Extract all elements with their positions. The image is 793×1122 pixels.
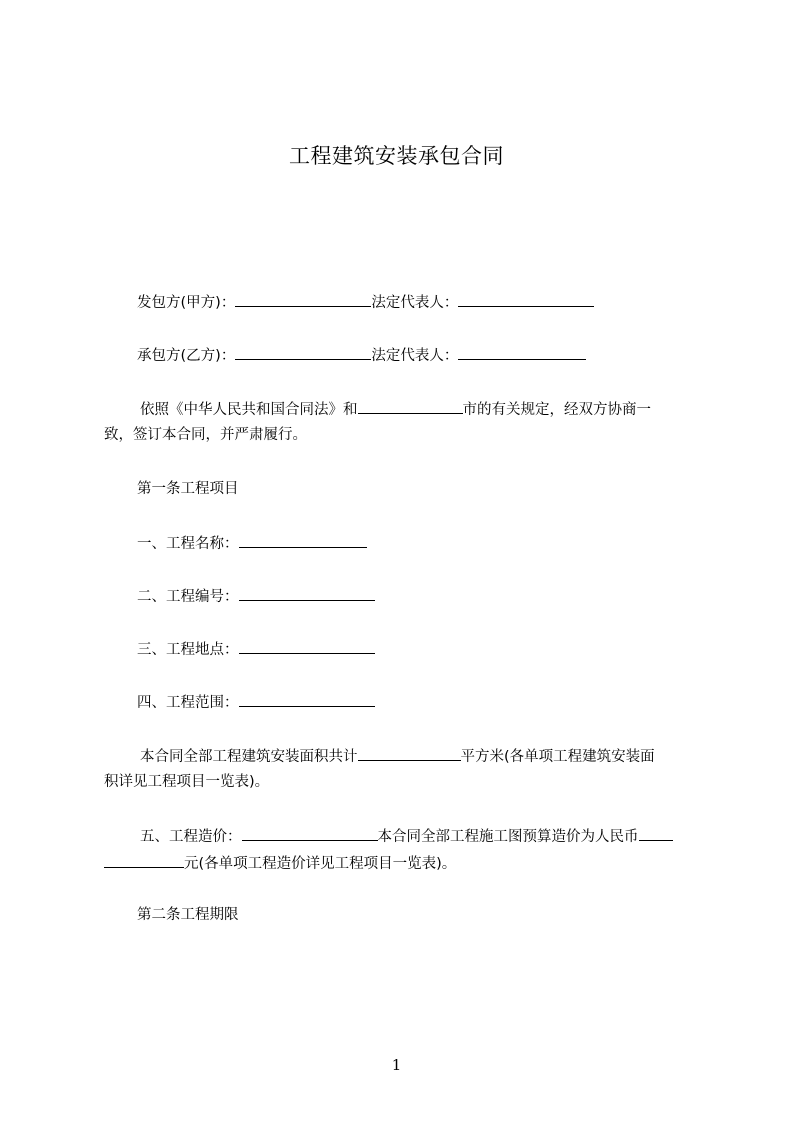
area-line-1 <box>140 745 655 767</box>
party-b-label: 承包方(乙方)： <box>137 348 236 364</box>
area-blank[interactable] <box>358 745 461 761</box>
project-number-blank[interactable] <box>239 585 375 601</box>
area-text-1: 本合同全部工程建筑安装面积共计 <box>140 749 358 765</box>
project-location-line <box>137 638 375 660</box>
party-b-rep-label: 法定代表人： <box>371 348 459 364</box>
page-number: 1 <box>391 1056 402 1074</box>
rmb-amount-blank-part-2[interactable] <box>104 852 184 868</box>
party-a-label: 发包方(甲方)： <box>137 295 236 311</box>
cost-line-2 <box>104 852 456 874</box>
project-number-line <box>137 585 375 607</box>
intro-line-1 <box>140 398 651 420</box>
party-a-rep-blank[interactable] <box>458 291 594 307</box>
project-location-blank[interactable] <box>239 638 375 654</box>
project-name-label: 一、工程名称： <box>137 536 239 552</box>
party-a-line <box>137 291 594 313</box>
intro-text-2: 市的有关规定，经双方协商一 <box>462 402 651 418</box>
project-location-label: 三、工程地点： <box>137 642 239 658</box>
project-scope-blank[interactable] <box>239 691 375 707</box>
project-scope-line <box>137 691 375 713</box>
area-text-2: 平方米(各单项工程建筑安装面 <box>460 749 655 765</box>
cost-blank[interactable] <box>242 825 378 841</box>
party-b-line <box>137 344 586 366</box>
cost-text-2: 本合同全部工程施工图预算造价为人民币 <box>377 829 639 845</box>
cost-text-3: 元(各单项工程造价详见工程项目一览表)。 <box>184 856 457 872</box>
project-scope-label: 四、工程范围： <box>137 695 239 711</box>
party-a-rep-label: 法定代表人： <box>371 295 459 311</box>
project-number-label: 二、工程编号： <box>137 589 239 605</box>
cost-label: 五、工程造价： <box>140 829 242 845</box>
intro-text-1: 依照《中华人民共和国合同法》和 <box>140 402 358 418</box>
area-line-2: 积详见工程项目一览表)。 <box>104 774 270 790</box>
article-1-heading: 第一条工程项目 <box>137 481 239 497</box>
party-a-name-blank[interactable] <box>235 291 371 307</box>
cost-line-1 <box>140 825 673 847</box>
contract-title: 工程建筑安装承包合同 <box>289 144 504 168</box>
city-blank[interactable] <box>358 398 463 414</box>
project-name-blank[interactable] <box>239 532 367 548</box>
rmb-amount-blank-part-1[interactable] <box>639 825 673 841</box>
project-name-line <box>137 532 367 554</box>
article-2-heading: 第二条工程期限 <box>137 907 239 923</box>
party-b-rep-blank[interactable] <box>458 344 586 360</box>
party-b-name-blank[interactable] <box>235 344 371 360</box>
intro-line-2: 致，签订本合同，并严肃履行。 <box>104 427 307 443</box>
